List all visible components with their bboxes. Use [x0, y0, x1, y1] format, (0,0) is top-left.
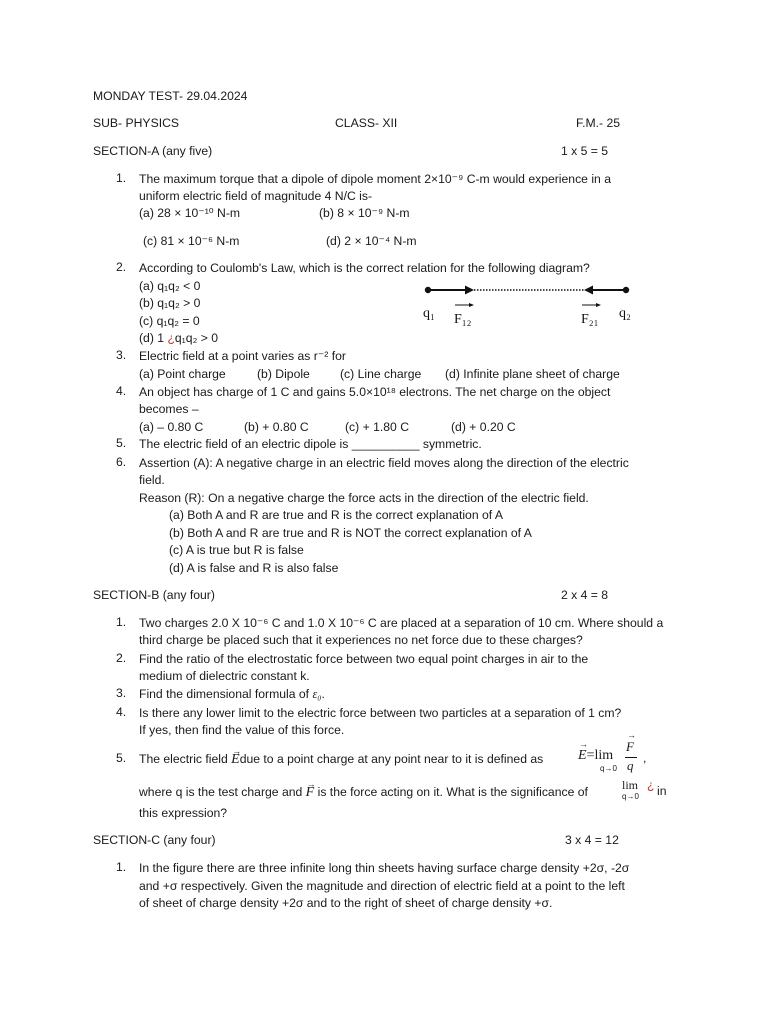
q1-label: q₁ [423, 306, 435, 321]
option-c: (c) 81 × 10⁻⁶ N-m [143, 234, 240, 248]
full-marks-label: F.M.- 25 [576, 116, 621, 130]
section-a-title: SECTION-A (any five) [93, 144, 213, 158]
section-c-marks: 3 x 4 = 12 [565, 833, 619, 847]
question-text: and +σ respectively. Given the magnitude and direction of electric field at a point to the left [139, 879, 625, 893]
option-d: (d) + 0.20 C [451, 420, 516, 434]
epsilon-symbol: ε₀ [312, 687, 322, 701]
assertion-text: Assertion (A): A negative charge in an electric field moves along the direction of the electric [139, 456, 629, 470]
class-label: CLASS- XII [335, 116, 398, 130]
option-d: (d) A is false and R is also false [169, 561, 339, 575]
question-text-part: The electric field [139, 752, 232, 766]
q2-label: q₂ [619, 306, 631, 321]
question-text: If yes, then find the value of this force. [139, 723, 345, 737]
formula-comma: , [643, 751, 647, 765]
test-title: MONDAY TEST- 29.04.2024 [93, 89, 248, 103]
reason-text: Reason (R): On a negative charge the force acts in the direction of the electric field. [139, 491, 589, 505]
question-text-part: due to a point charge at any point near to it is defined as [239, 752, 544, 766]
force-f21-arrowhead [584, 286, 593, 295]
force-f12-arrowhead [465, 286, 474, 295]
question-number: 4. [116, 384, 127, 398]
option-d [139, 330, 218, 346]
fraction-denominator: q [627, 758, 634, 773]
question-number: 6. [116, 455, 127, 469]
unknown-glyph-mark: ¿ [167, 331, 175, 345]
question-text: In the figure there are three infinite long thin sheets having surface charge density +2σ, -2σ [139, 861, 630, 875]
question-text: becomes – [139, 402, 199, 416]
question-number: 3. [116, 686, 127, 700]
question-text: Is there any lower limit to the electric force between two particles at a separation of 1 cm? [139, 706, 622, 720]
unknown-glyph-mark: ¿ [647, 778, 655, 792]
question-number: 2. [116, 651, 127, 665]
question-number: 4. [116, 705, 127, 719]
question-text: of sheet of charge density +2σ and to the right of sheet of charge density +σ. [139, 896, 553, 910]
limit-operator: lim [622, 778, 639, 792]
question-text: uniform electric field of magnitude 4 N/C is- [139, 189, 373, 203]
option-c: (c) q₁q₂ = 0 [139, 314, 200, 328]
question-text-prefix: Find the dimensional formula of [139, 687, 313, 701]
question-text: third charge be placed such that it experiences no net force due to these charges? [139, 633, 583, 647]
force-vector: → F [306, 785, 315, 801]
section-b-title: SECTION-B (any four) [93, 588, 215, 602]
question-text: An object has charge of 1 C and gains 5.0×10¹⁸ electrons. The net charge on the object [139, 385, 611, 399]
limit-subscript: q→0 [622, 792, 639, 801]
question-text [139, 686, 325, 702]
question-text: According to Coulomb's Law, which is the correct relation for the following diagram? [139, 261, 590, 275]
force-vector: → F [626, 739, 634, 755]
electric-field-vector: → E [231, 752, 240, 768]
option-c: (c) Line charge [340, 367, 422, 381]
option-a: (a) Both A and R are true and R is the correct explanation of A [169, 508, 503, 522]
option-d: (d) 2 × 10⁻⁴ N-m [326, 234, 417, 248]
question-text-part: in [657, 784, 667, 798]
question-text: The electric field of an electric dipole is __________ symmetric. [139, 437, 482, 451]
option-b: (b) 8 × 10⁻⁹ N-m [319, 206, 410, 220]
question-number: 5. [116, 751, 127, 765]
question-number: 1. [116, 171, 127, 185]
option-c: (c) A is true but R is false [169, 543, 304, 557]
question-text-suffix: . [321, 687, 325, 701]
question-number: 1. [116, 860, 127, 874]
subject-label: SUB- PHYSICS [93, 116, 180, 130]
question-text: this expression? [139, 806, 228, 820]
section-b-marks: 2 x 4 = 8 [561, 588, 609, 602]
f12-label: F₁₂ [454, 312, 472, 327]
question-number: 2. [116, 260, 127, 274]
f21-label: F₂₁ [581, 312, 599, 327]
option-b: (b) q₁q₂ > 0 [139, 296, 201, 310]
assertion-text: field. [139, 473, 165, 487]
electric-field-vector: → E [578, 748, 587, 764]
option-a: (a) q₁q₂ < 0 [139, 279, 201, 293]
question-text-part: is the force acting on it. What is the significance of [314, 785, 588, 799]
question-text-part: where q is the test charge and [139, 785, 306, 799]
option-d: (d) Infinite plane sheet of charge [445, 367, 620, 381]
question-text: medium of dielectric constant k. [139, 669, 310, 683]
option-b: (b) + 0.80 C [244, 420, 309, 434]
option-d-prefix: (d) 1 [139, 331, 168, 345]
section-c-title: SECTION-C (any four) [93, 833, 216, 847]
option-b: (b) Dipole [257, 367, 310, 381]
question-number: 3. [116, 348, 127, 362]
question-text: Find the ratio of the electrostatic force between two equal point charges in air to the [139, 652, 589, 666]
field-definition-formula [578, 748, 613, 764]
question-text: The maximum torque that a dipole of dipole moment 2×10⁻⁹ C-m would experience in a [139, 172, 611, 186]
question-text [139, 784, 588, 801]
option-a: (a) 28 × 10⁻¹⁰ N-m [139, 206, 241, 220]
section-a-marks: 1 x 5 = 5 [561, 144, 609, 158]
option-a: (a) – 0.80 C [139, 420, 204, 434]
question-text: Two charges 2.0 X 10⁻⁶ C and 1.0 X 10⁻⁶ C are placed at a separation of 10 cm. Where should a [139, 616, 664, 630]
option-a: (a) Point charge [139, 367, 226, 381]
question-number: 5. [116, 436, 127, 450]
fraction-numerator [626, 739, 634, 755]
coulomb-diagram [418, 276, 638, 328]
limit-operator: =lim [586, 748, 614, 763]
question-text [139, 751, 543, 768]
question-text: Electric field at a point varies as r⁻² for [139, 349, 346, 363]
limit-subscript: q→0 [600, 764, 617, 773]
f21-vector-tip [596, 303, 601, 307]
option-d-suffix: q₁q₂ > 0 [174, 331, 218, 345]
option-b: (b) Both A and R are true and R is NOT the correct explanation of A [169, 526, 532, 540]
option-c: (c) + 1.80 C [345, 420, 410, 434]
f12-vector-tip [469, 303, 474, 307]
question-number: 1. [116, 615, 127, 629]
